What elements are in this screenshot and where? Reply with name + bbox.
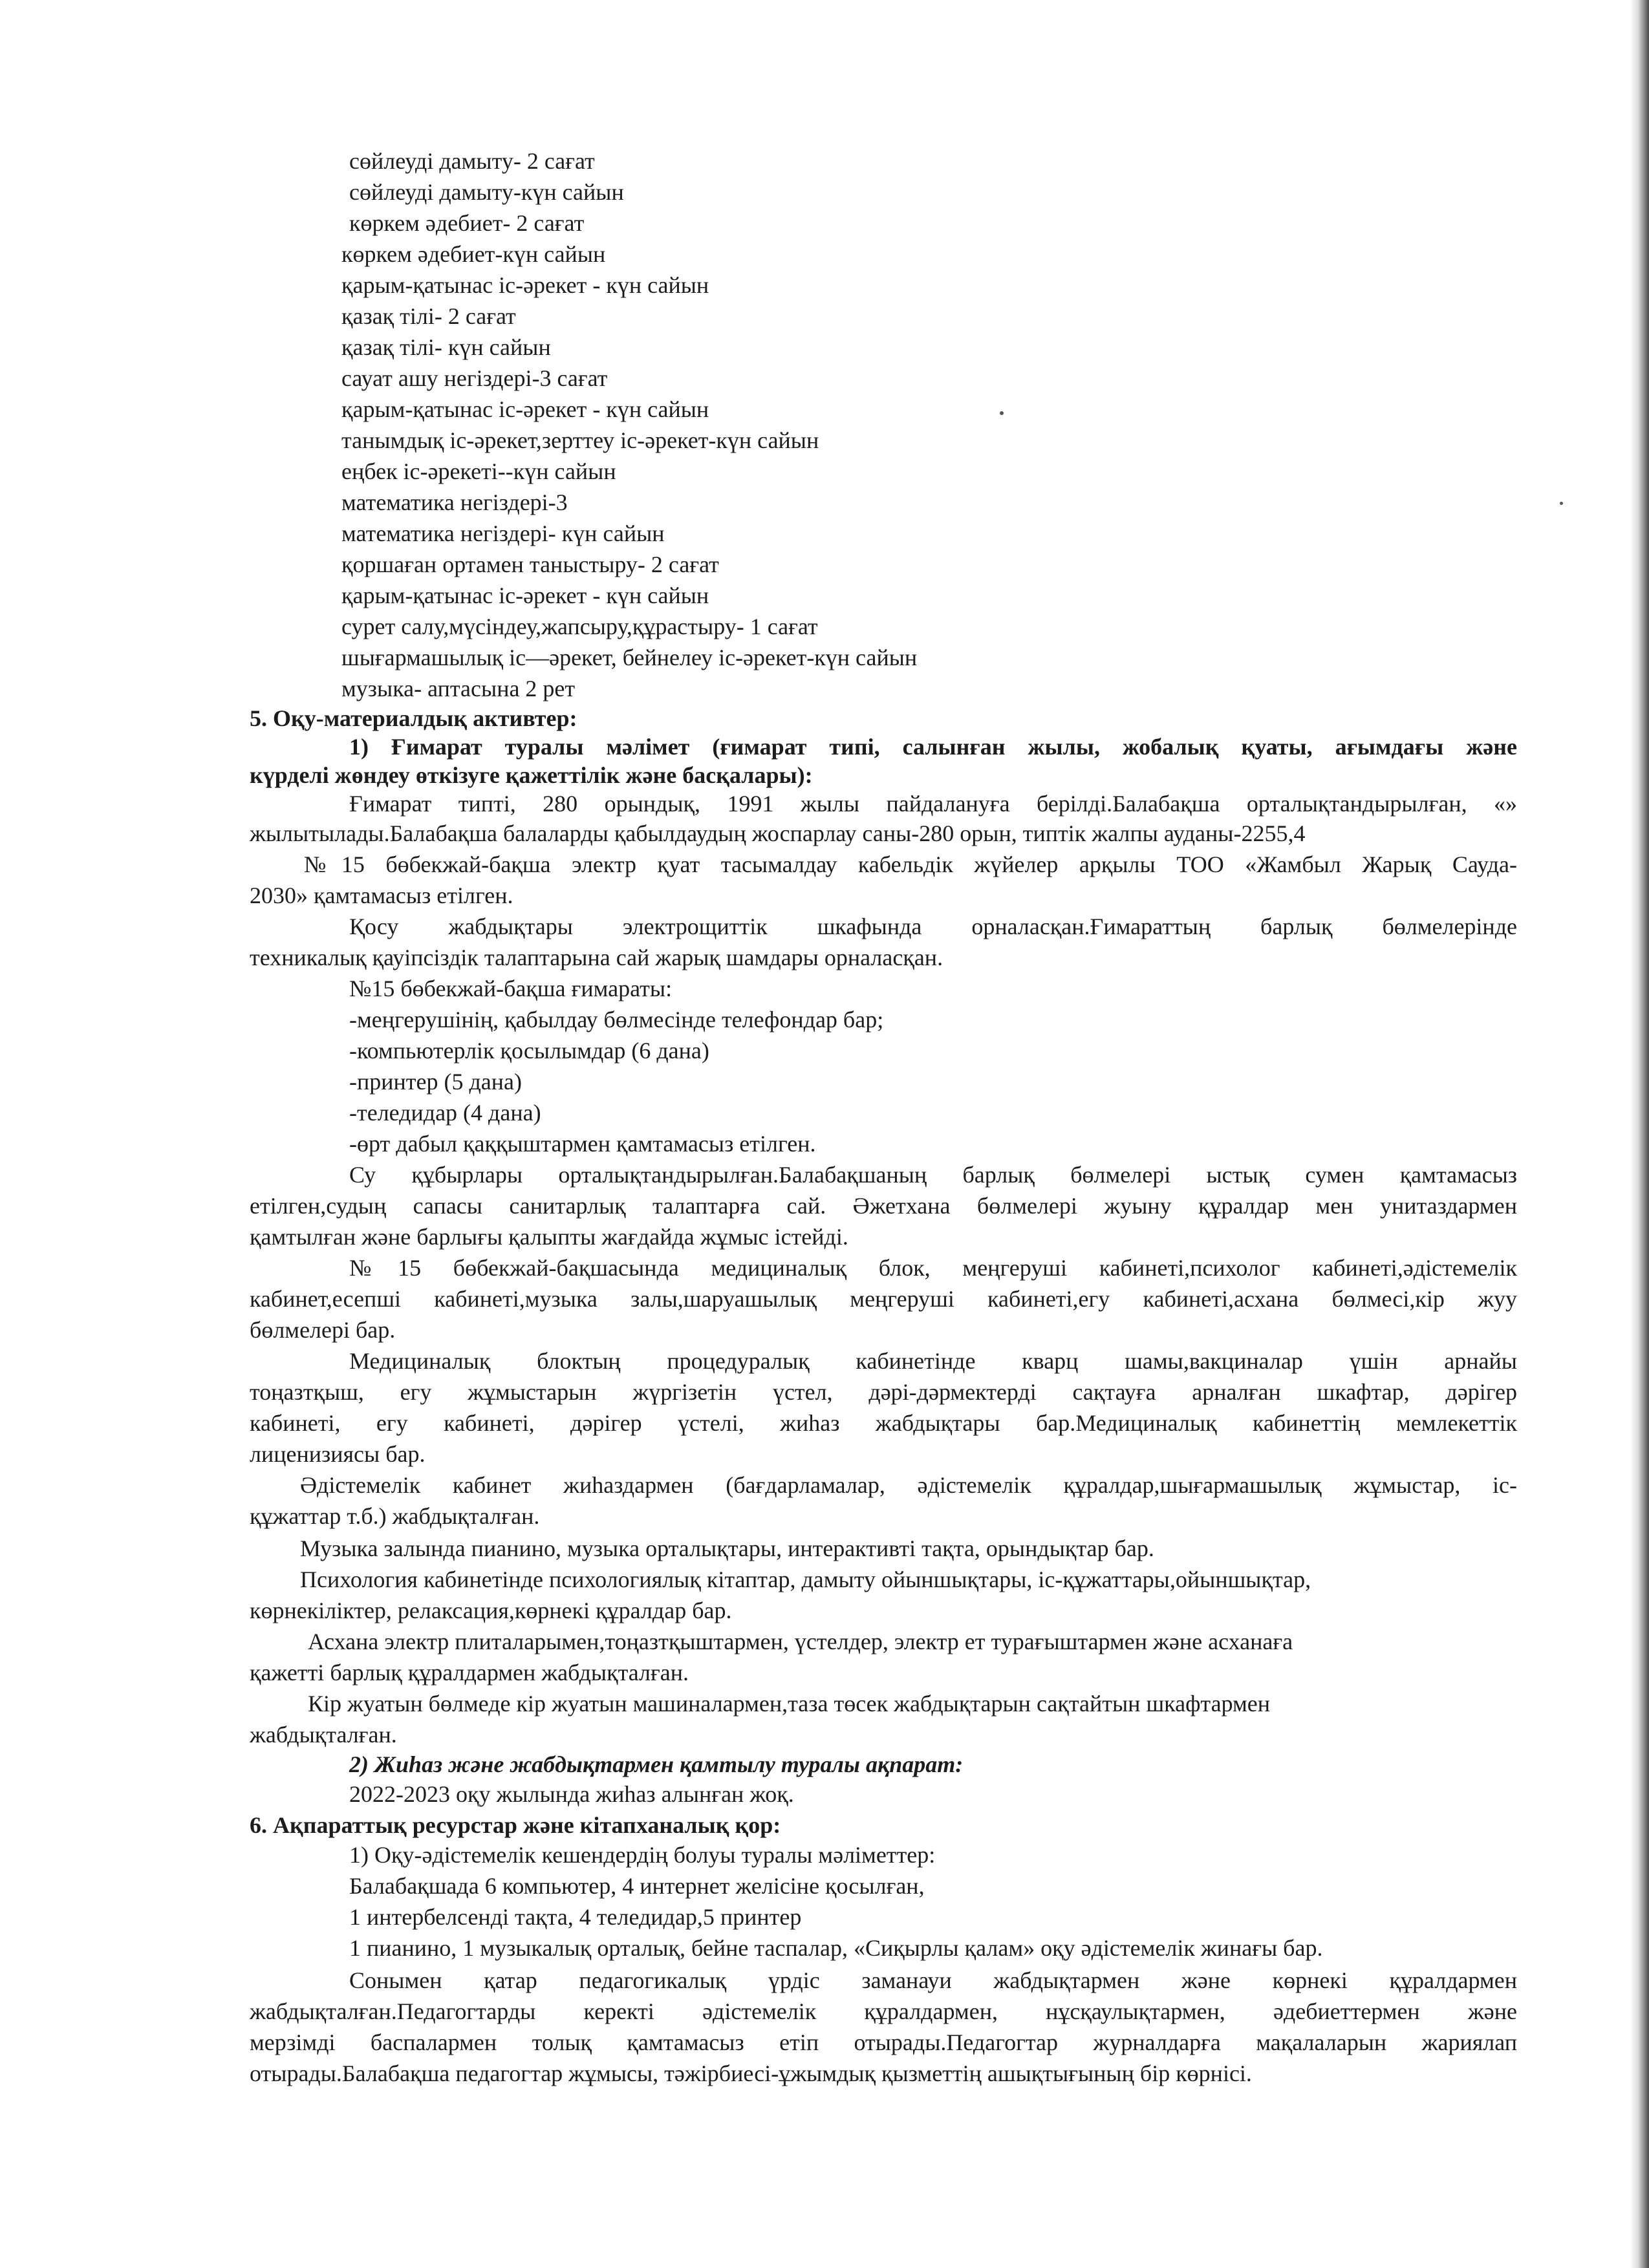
paragraph-line: Медициналық блоктың процедуралық кабинетінде кварц шамы,вакциналар үшін арнайы (349, 1348, 1517, 1374)
schedule-item: математика негіздері- күн сайын (341, 520, 665, 546)
paragraph-line: жабдықталған. (250, 1722, 397, 1748)
paragraph-line: 1 интербелсенді тақта, 4 теледидар,5 принтер (349, 1904, 802, 1930)
paragraph-line: бөлмелері бар. (250, 1317, 396, 1343)
building-list-item: -меңгерушінің, қабылдау бөлмесінде телефондар бар; (349, 1007, 884, 1032)
paragraph-line: №15 бөбекжай-бақшасында медициналық блок, меңгеруші кабинеті,психолог кабинеті,әдістемелік (349, 1255, 1517, 1281)
paragraph-line: 2022-2023 оқу жылында жиһаз алынған жоқ. (349, 1781, 794, 1807)
paragraph-line: 2030» қамтамасыз етілген. (250, 883, 513, 908)
paragraph-line: Музыка залында пианино, музыка орталықтары, интерактивті тақта, орындықтар бар. (300, 1535, 1154, 1561)
schedule-item: қоршаған ортамен таныстыру- 2 сағат (341, 551, 719, 577)
paragraph-line: лиценизиясы бар. (250, 1441, 426, 1467)
schedule-item: еңбек іс-әрекеті--күн сайын (341, 458, 616, 484)
paragraph-line: қамтылған және барлығы қалыпты жағдайда жұмыс істейді. (250, 1224, 848, 1250)
paragraph-line: 1 пианино, 1 музыкалық орталық, бейне таспалар, «Сиқырлы қалам» оқу әдістемелік жинағы бар. (349, 1935, 1323, 1961)
schedule-item: сауат ашу негіздері-3 сағат (341, 365, 608, 391)
paragraph-line: Психология кабинетінде психологиялық кітаптар, дамыту ойыншықтары, іс-құжаттары,ойыншықтар, (300, 1567, 1311, 1592)
scan-speck (1560, 502, 1563, 505)
schedule-item: қарым-қатынас іс-әрекет - күн сайын (341, 272, 709, 298)
paragraph-line: Ғимарат типті, 280 орындық, 1991 жылы пайдалануға берілді.Балабақша орталықтандырылған, «» (349, 791, 1517, 817)
scan-speck (1000, 411, 1004, 415)
paragraph-line: Сонымен қатар педагогикалық үрдіс заманауи жабдықтармен және көрнекі құралдармен (349, 1967, 1517, 1993)
section-6-subheading-1: 1) Оқу-әдістемелік кешендердің болуы туралы мәліметтер: (349, 1842, 936, 1868)
schedule-item: сөйлеуді дамыту- 2 сағат (349, 148, 595, 174)
building-list-item: -компьютерлік қосылымдар (6 дана) (349, 1038, 709, 1064)
paragraph-line: техникалық қауіпсіздік талаптарына сай жарық шамдары орналасқан. (250, 945, 943, 970)
schedule-item: шығармашылық іс—әрекет, бейнелеу іс-әрекет-күн сайын (341, 645, 918, 670)
schedule-item: қазақ тілі- 2 сағат (341, 303, 516, 329)
paragraph-line: көрнекіліктер, релаксация,көрнекі құралдар бар. (250, 1598, 732, 1623)
paragraph-line: мерзімді баспалармен толық қамтамасыз етіп отырады.Педагогтар журналдарға мақалаларын жариялап (250, 2029, 1517, 2055)
section-5-heading: 5. Оқу-материалдық активтер: (250, 705, 577, 731)
scan-edge-shadow (1630, 0, 1649, 2268)
section-5-subheading-2: 2) Жиһаз және жабдықтармен қамтылу туралы ақпарат: (349, 1751, 964, 1777)
paragraph-line: Кір жуатын бөлмеде кір жуатын машиналармен,таза төсек жабдықтарын сақтайтын шкафтармен (308, 1691, 1271, 1717)
paragraph-line: Әдістемелік кабинет жиһаздармен (бағдарламалар, әдістемелік құралдар,шығармашылық жұмыстар, іс- (300, 1472, 1517, 1498)
schedule-item: танымдық іс-әрекет,зерттеу іс-әрекет-күн сайын (341, 427, 819, 453)
paragraph-line: отырады.Балабақша педагогтар жұмысы, тәжірбиесі-ұжымдық қызметтің ашықтығының бір көрнісі. (250, 2060, 1252, 2086)
schedule-item: көркем әдебиет-күн сайын (341, 241, 606, 267)
schedule-item: қазақ тілі- күн сайын (341, 334, 551, 360)
section-6-heading: 6. Ақпараттық ресурстар және кітапханалық қор: (250, 1812, 781, 1838)
schedule-item: сурет салу,мүсіндеу,жапсыру,құрастыру- 1 сағат (341, 614, 818, 639)
paragraph-line: Балабақшада 6 компьютер, 4 интернет желісіне қосылған, (349, 1873, 925, 1899)
schedule-item: математика негіздері-3 (341, 489, 568, 515)
paragraph-line: жабдықталған.Педагогтарды керекті әдістемелік құралдармен, нұсқаулықтармен, әдебиеттермен және (250, 1998, 1517, 2024)
paragraph-line: №15 бөбекжай-бақша электр қуат тасымалдау кабельдік жүйелер арқылы ТОО «Жамбыл Жарық Сауда- (304, 851, 1517, 877)
paragraph-line: жылытылады.Балабақша балаларды қабылдаудың жоспарлау саны-280 орын, типтік жалпы ауданы-2255,4 (250, 820, 1306, 846)
section-5-subheading-1: 1) Ғимарат туралы мәлімет (ғимарат типі, салынған жылы, жобалық қуаты, ағымдағы және (349, 734, 1517, 760)
schedule-item: қарым-қатынас іс-әрекет - күн сайын (341, 583, 709, 608)
schedule-item: қарым-қатынас іс-әрекет - күн сайын (341, 396, 709, 422)
paragraph-line: қажетті барлық құралдармен жабдықталған. (250, 1660, 689, 1685)
paragraph-line: етілген,судың сапасы санитарлық талаптарға сай. Әжетхана бөлмелері жуыну құралдар мен унитаздармен (250, 1193, 1517, 1219)
paragraph-line: Қосу жабдықтары электрощиттік шкафында орналасқан.Ғимараттың барлық бөлмелерінде (349, 914, 1517, 939)
paragraph-line: кабинет,есепші кабинеті,музыка залы,шаруашылық меңгеруші кабинеті,егу кабинеті,асхана бөлмесі,кір жуу (250, 1286, 1517, 1312)
schedule-item: сөйлеуді дамыту-күн сайын (349, 179, 624, 205)
paragraph-line: құжаттар т.б.) жабдықталған. (250, 1503, 540, 1529)
paragraph-line: тоңазтқыш, егу жұмыстарын жүргізетін үстел, дәрі-дәрмектерді сақтауға арналған шкафтар, дәрігер (250, 1379, 1517, 1405)
building-list-item: -принтер (5 дана) (349, 1069, 523, 1095)
section-5-subheading-1-cont: күрделі жөндеу өткізуге қажеттілік және басқалары): (250, 762, 813, 788)
schedule-item: музыка- аптасына 2 рет (341, 676, 576, 701)
building-list-item: -өрт дабыл қаққыштармен қамтамасыз етілген. (349, 1131, 816, 1157)
building-list-item: -теледидар (4 дана) (349, 1100, 541, 1126)
paragraph-line: Асхана электр плиталарымен,тоңазтқыштармен, үстелдер, электр ет турағыштармен және асханаға (308, 1629, 1293, 1654)
paragraph-line: Су құбырлары орталықтандырылған.Балабақшаның барлық бөлмелері ыстық сумен қамтамасыз (349, 1162, 1517, 1188)
paragraph-line: кабинеті, егу кабинеті, дәрігер үстелі, жиһаз жабдықтары бар.Медициналық кабинеттің мемлекеттік (250, 1410, 1517, 1436)
schedule-item: көркем әдебиет- 2 сағат (349, 210, 585, 236)
building-list-title: №15 бөбекжай-бақша ғимараты: (349, 976, 673, 1001)
